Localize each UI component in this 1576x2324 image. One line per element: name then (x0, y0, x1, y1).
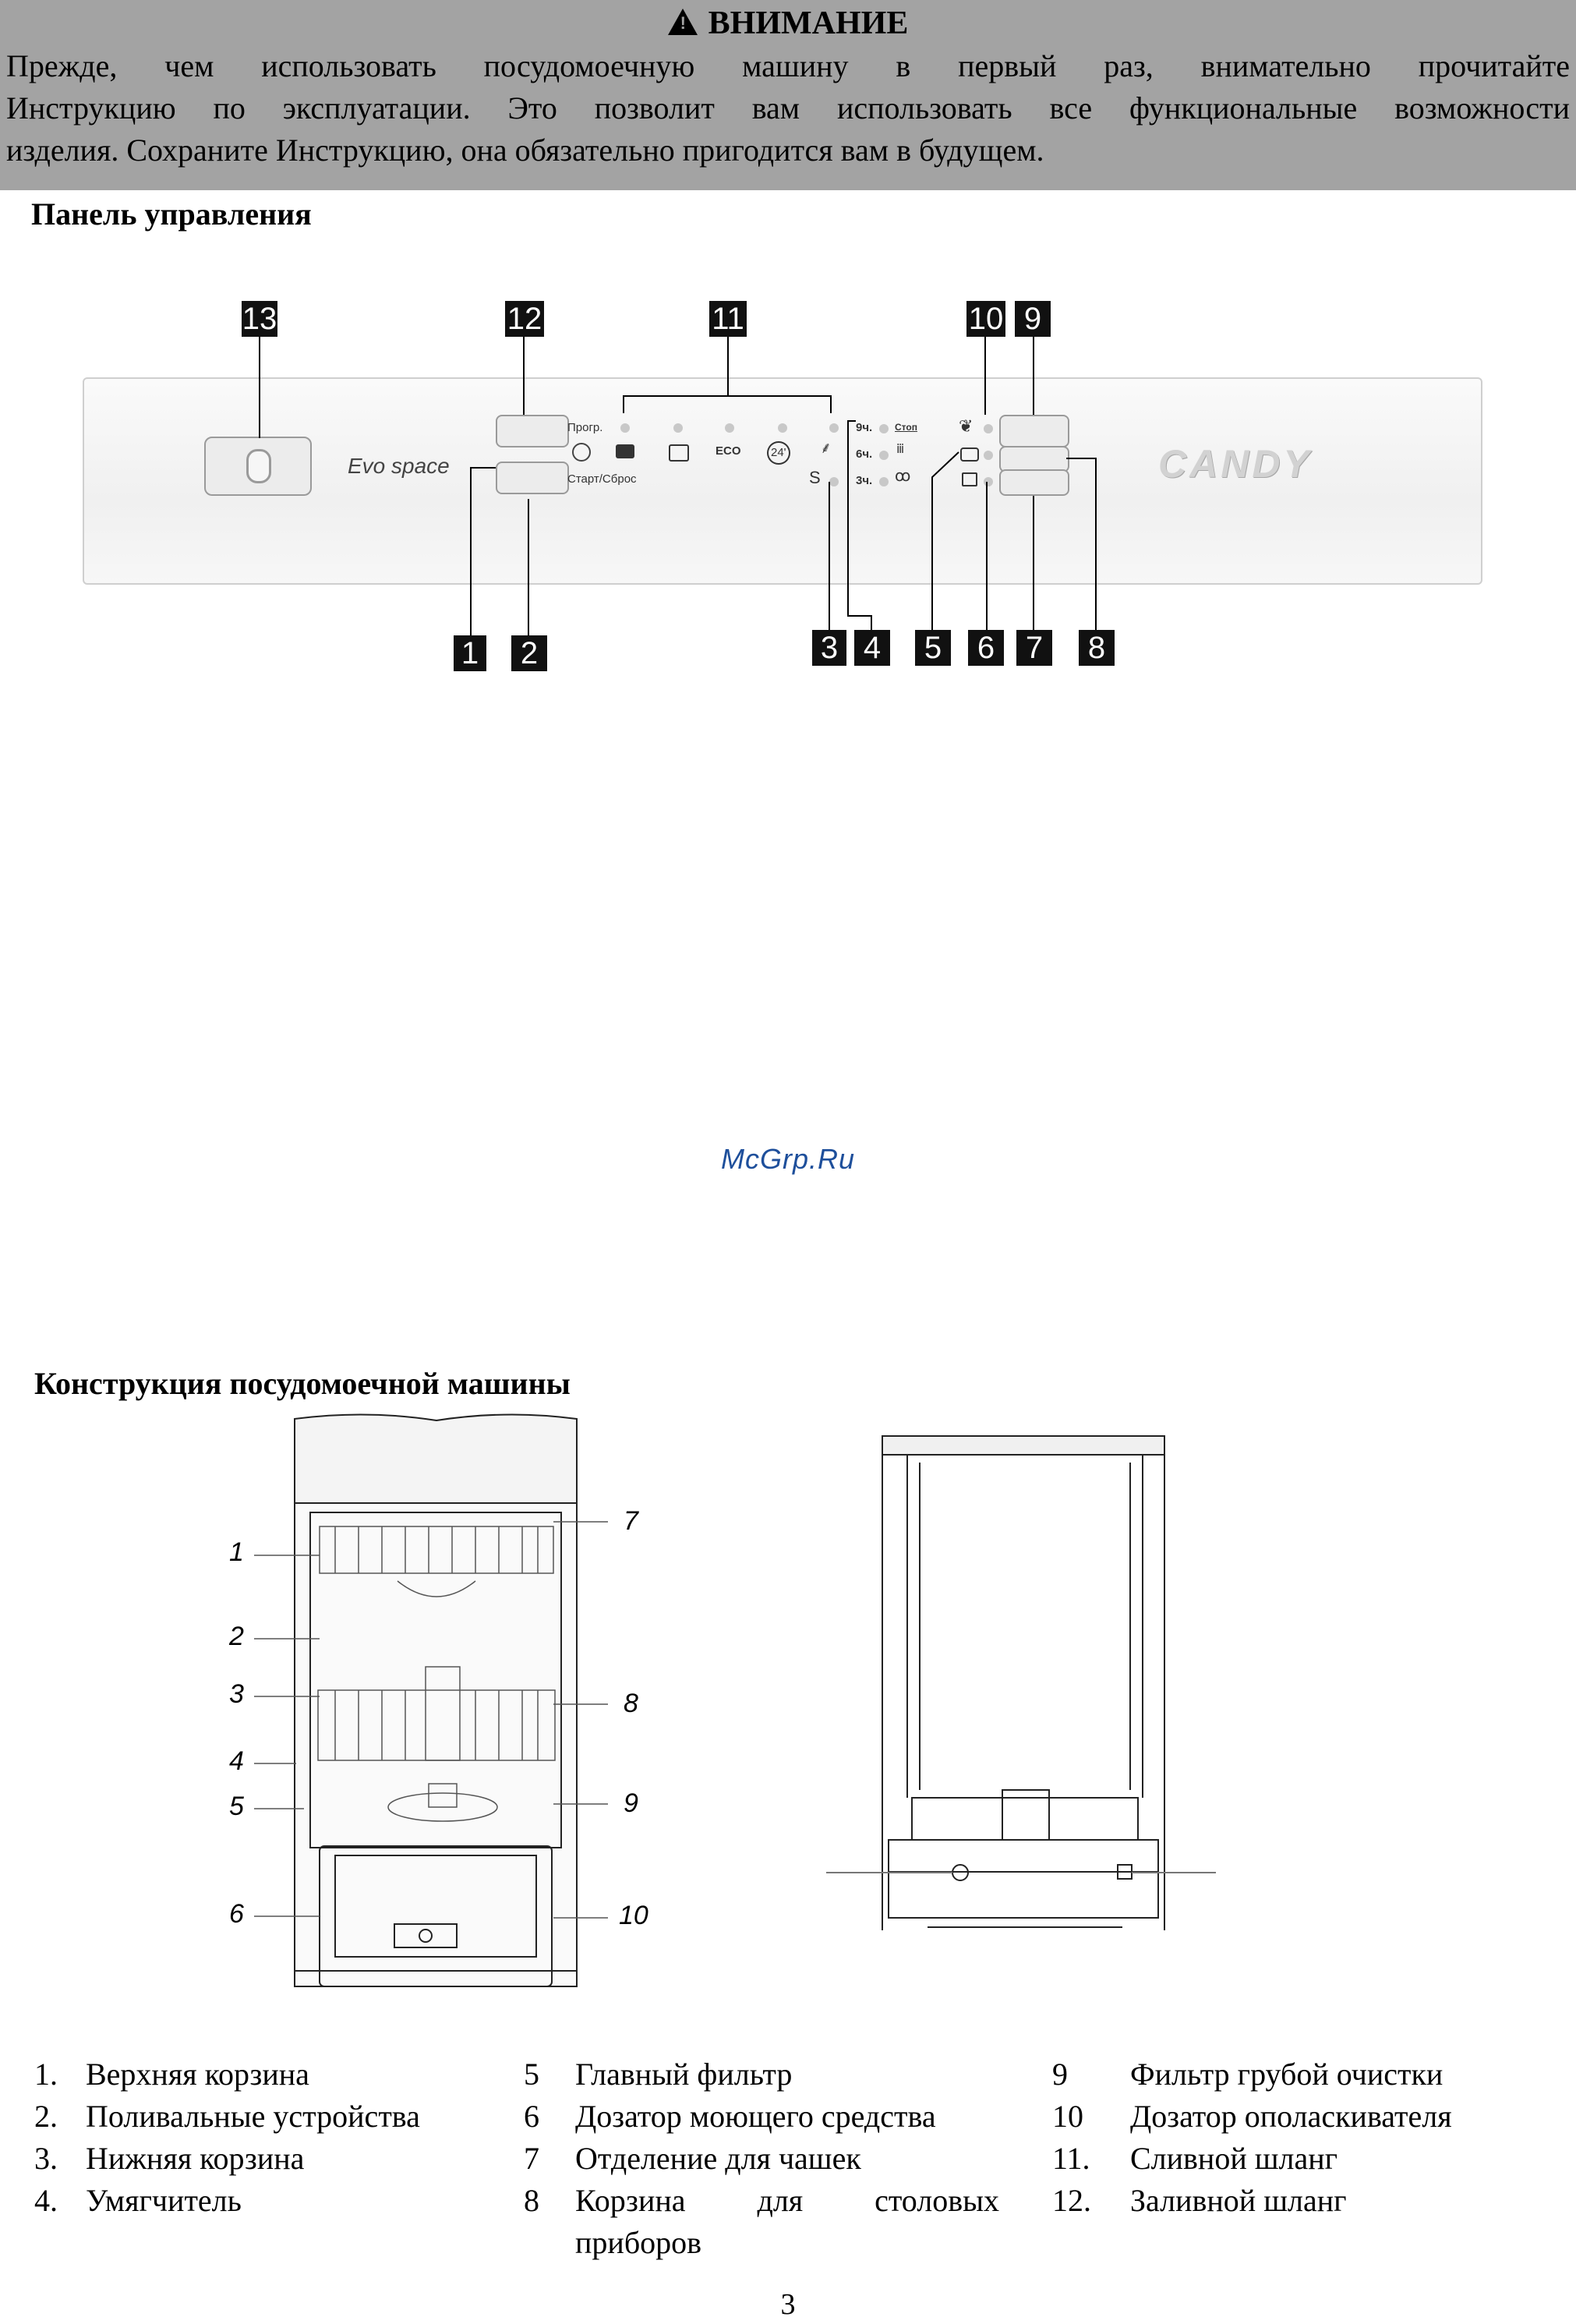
legend-item-text: Заливной шланг (1130, 2183, 1347, 2218)
legend-item: 5 (524, 2057, 539, 2092)
legend-item-text: Корзина для столовых (575, 2183, 999, 2218)
legend-item: 7 (524, 2141, 539, 2176)
legend-item-text: Отделение для чашек (575, 2141, 861, 2176)
panel-number-1: 1 (454, 635, 486, 671)
dry-icon: ⅲ (896, 443, 905, 456)
stop-label: Стоп (895, 422, 917, 433)
legend-item: 1. (34, 2057, 58, 2092)
legend-item: 3. (34, 2141, 58, 2176)
warning-text-line-3: изделия. Сохраните Инструкцию, она обязательно пригодится вам в будущем. (6, 133, 1044, 168)
prewash-icon: ⸙ (820, 440, 832, 457)
panel-heading: Панель управления (31, 196, 312, 232)
panel-number-7: 7 (1016, 630, 1052, 666)
legend-item: 10 (1052, 2099, 1083, 2134)
panel-number-12: 12 (505, 301, 544, 337)
legend-item-text-cont: приборов (575, 2225, 702, 2260)
warning-title: ! ВНИМАНИЕ (0, 3, 1576, 44)
rinse-icon: ꝏ (895, 468, 911, 485)
callout-4: 4 (229, 1746, 244, 1776)
callout-3: 3 (229, 1679, 244, 1709)
legend-item: 8 (524, 2183, 539, 2218)
legend-item-text: Умягчитель (86, 2183, 242, 2218)
legend-item-text: Дозатор моющего средства (575, 2099, 936, 2134)
start-reset-label: Старт/Сброс (567, 472, 637, 486)
panel-number-13: 13 (242, 302, 277, 336)
legend-item-text: Сливной шланг (1130, 2141, 1338, 2176)
panel-number-2: 2 (511, 635, 547, 671)
panel-number-5: 5 (915, 630, 951, 666)
dishwasher-rear-drawing (826, 1431, 1231, 1946)
model-logo: Evo space (348, 454, 450, 478)
callout-10: 10 (619, 1901, 648, 1930)
time-9h-label: 9ч. (856, 421, 873, 434)
legend-item: 6 (524, 2099, 539, 2134)
panel-number-6: 6 (968, 630, 1004, 666)
legend-column-3 (1052, 2053, 1567, 2225)
page-number: 3 (780, 2288, 796, 2321)
legend-item: 4. (34, 2183, 58, 2218)
callout-6: 6 (229, 1899, 244, 1929)
legend-item: 2. (34, 2099, 58, 2134)
legend-item: 12. (1052, 2183, 1091, 2218)
callout-1: 1 (229, 1537, 244, 1567)
callout-5: 5 (229, 1792, 244, 1821)
callout-7: 7 (624, 1506, 638, 1536)
legend-column-1 (34, 2053, 518, 2225)
brand-logo: CANDY (1158, 442, 1313, 486)
watermark: McGrp.Ru (720, 1143, 856, 1175)
construction-leader-lines (218, 1512, 624, 1933)
quick-24-icon: 24' (767, 441, 790, 465)
panel-number-10: 10 (966, 301, 1005, 337)
legend-item-text: Нижняя корзина (86, 2141, 305, 2176)
eco-icon: ECO (716, 444, 741, 458)
legend-item: 11. (1052, 2141, 1090, 2176)
time-6h-label: 6ч. (856, 447, 873, 461)
legend-item-text: Дозатор ополаскивателя (1130, 2099, 1452, 2134)
panel-number-8: 8 (1079, 630, 1115, 666)
warning-text-line-2: Инструкцию по эксплуатации. Это позволит вам использовать все функциональные возможности (6, 90, 1570, 126)
panel-number-3: 3 (812, 630, 846, 666)
warning-text-line-1: Прежде, чем использовать посудомоечную машину в первый раз, внимательно прочитайте (6, 48, 1570, 83)
panel-number-9: 9 (1015, 301, 1051, 337)
legend-item-text: Верхняя корзина (86, 2057, 309, 2092)
panel-number-4: 4 (854, 630, 890, 666)
panel-number-11: 11 (709, 301, 747, 337)
legend-column-2 (524, 2053, 1023, 2272)
construction-heading: Конструкция посудомоечной машины (34, 1366, 571, 1401)
program-label: Прогр. (567, 421, 603, 434)
callout-8: 8 (624, 1689, 638, 1718)
callout-2: 2 (229, 1622, 244, 1651)
salt-icon: S (809, 468, 821, 487)
leaf-icon: ❦ (959, 416, 974, 436)
warning-icon: ! (668, 9, 698, 35)
time-3h-label: 3ч. (856, 474, 873, 487)
legend-item: 9 (1052, 2057, 1068, 2092)
legend-item-text: Поливальные устройства (86, 2099, 420, 2134)
panel-leader-lines (0, 296, 1576, 678)
legend-item-text: Фильтр грубой очистки (1130, 2057, 1443, 2092)
callout-9: 9 (624, 1788, 638, 1818)
legend-item-text: Главный фильтр (575, 2057, 793, 2092)
